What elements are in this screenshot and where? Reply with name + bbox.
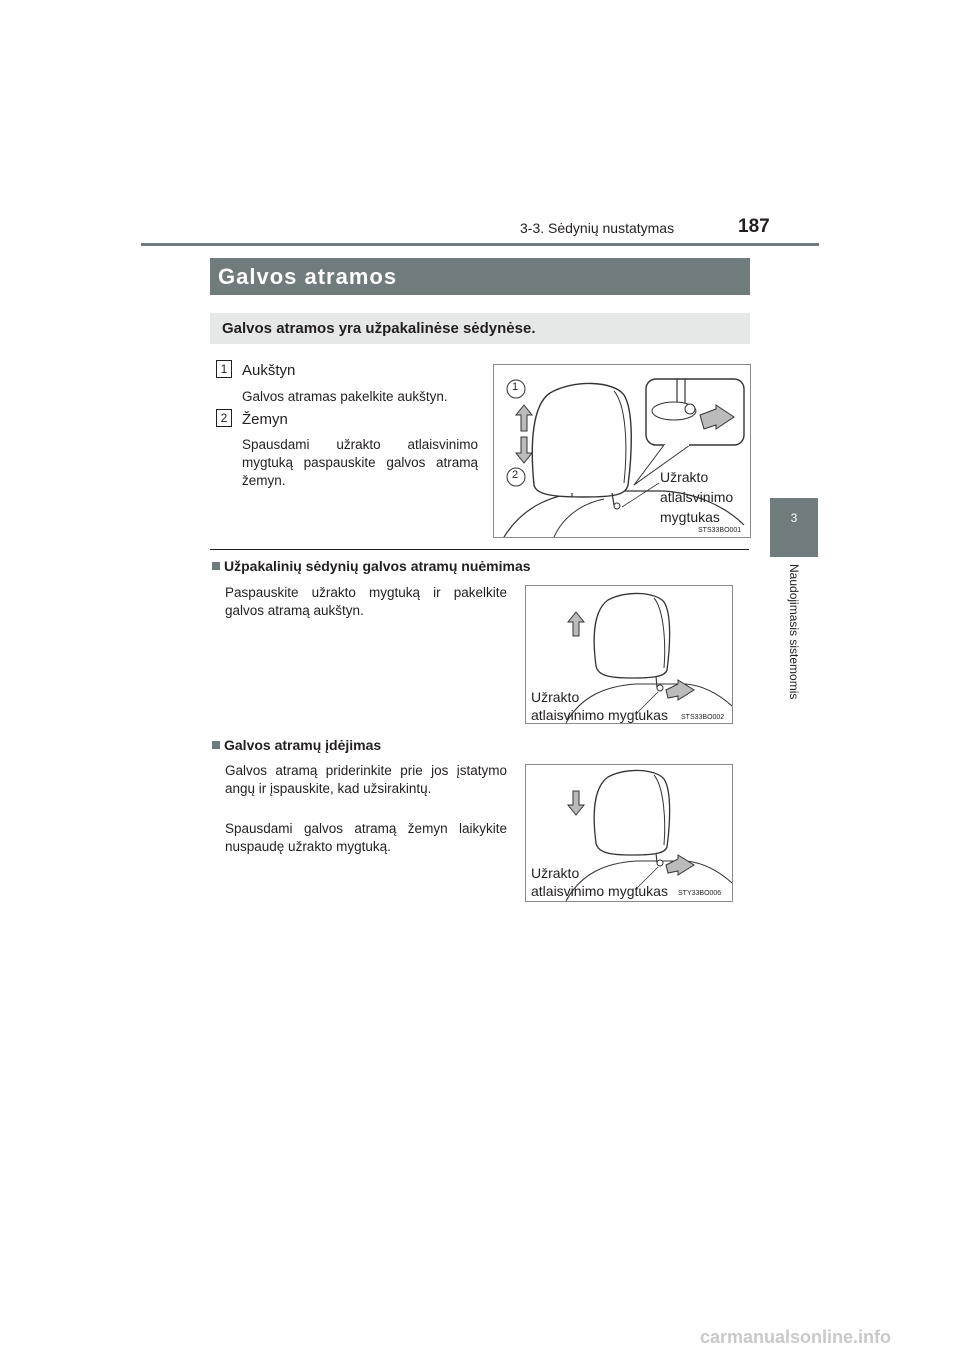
section-remove-heading-text: Užpakalinių sėdynių galvos atramų nuėmimas [224,558,531,574]
figure-headrest-remove [525,585,733,724]
figure3-code: STY33BO006 [678,890,722,897]
figure1-number-1: 1 [512,381,519,393]
watermark: carmanualsonline.info [700,1327,892,1347]
figure-headrest-install [525,764,733,902]
figure1-label-line3: mygtukas [660,509,720,525]
item-desc-up: Galvos atramas pakelkite aukštyn. [242,389,448,404]
section-install-heading [212,737,381,753]
figure2-label-line2: atlaisvinimo mygtukas [531,707,668,723]
bullet-square-icon [212,562,220,570]
figure1-label-line2: atlaisvinimo [660,489,734,505]
figure2-code: STS33BO002 [681,714,725,721]
section-remove-text: Paspauskite užrakto mygtuką ir pakelkite galvos atramą aukštyn. [225,585,507,618]
item-title-down: Žemyn [242,411,288,428]
item-number-2: 2 [216,409,232,427]
chapter-title-vertical: Naudojimasis sistemomis [787,564,801,700]
figure-headrest-adjust [493,364,751,538]
item-desc-down: Spausdami užrakto atlaisvinimo mygtuką paspauskite galvos atramą žemyn. [242,437,478,488]
figure1-label-line1: Užrakto [660,469,709,485]
section-divider [210,549,749,550]
section-install-text-1: Galvos atramą priderinkite prie jos įstatymo angų ir įspauskite, kad užsirakintų. [225,763,507,796]
section-install-text-2: Spausdami galvos atramą žemyn laikykite nuspaudę užrakto mygtuką. [225,821,507,854]
figure3-label-line1: Užrakto [531,865,580,881]
figure1-number-2: 2 [512,469,519,481]
section-remove-heading [212,558,531,574]
page-number: 187 [738,216,770,237]
section-install-heading-text: Galvos atramų įdėjimas [224,737,382,753]
page-title: Galvos atramos [210,258,750,295]
page-subtitle: Galvos atramos yra užpakalinėse sėdynėse. [210,313,750,344]
item-title-up: Aukštyn [242,362,296,379]
bullet-square-icon [212,741,220,749]
chapter-tab[interactable]: 3 [770,498,818,557]
figure1-code: STS33BO001 [698,527,742,534]
figure3-label-line2: atlaisvinimo mygtukas [531,883,668,899]
header-section-title: 3-3. Sėdynių nustatymas [520,220,675,236]
header-rule [141,243,819,246]
item-number-1: 1 [216,360,232,378]
figure2-label-line1: Užrakto [531,689,580,705]
